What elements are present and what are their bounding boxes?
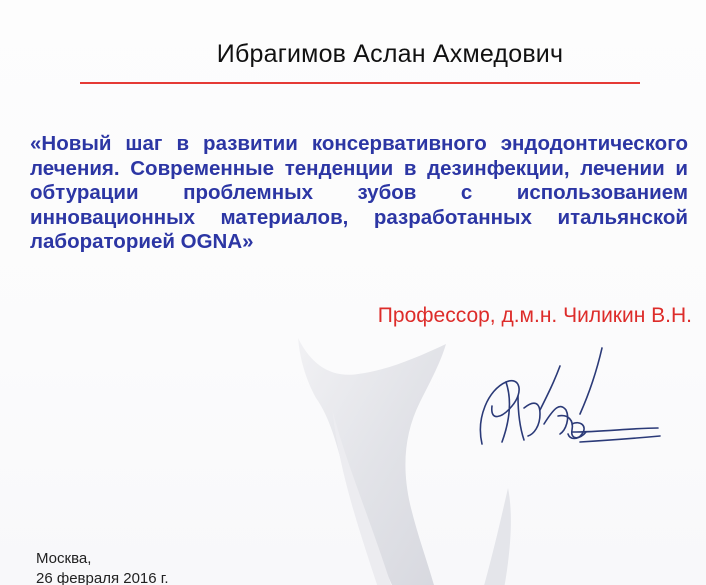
- recipient-name: Ибрагимов Аслан Ахмедович: [216, 40, 564, 68]
- handwritten-signature: [462, 336, 662, 466]
- city: Москва,: [36, 550, 92, 567]
- lecturer-signature-line: Профессор, д.м.н. Чиликин В.Н.: [377, 304, 692, 327]
- issue-date: 26 февраля 2016 г.: [36, 570, 169, 585]
- course-title: «Новый шаг в развитии консервативного эндодонтического лечения. Современные тенденции в дезинфекции, лечении и обтурации проблемных зубов с использованием инновационных материалов, разработанных итальянской лабораторией OGNA»: [30, 132, 688, 254]
- name-underline: [80, 82, 640, 84]
